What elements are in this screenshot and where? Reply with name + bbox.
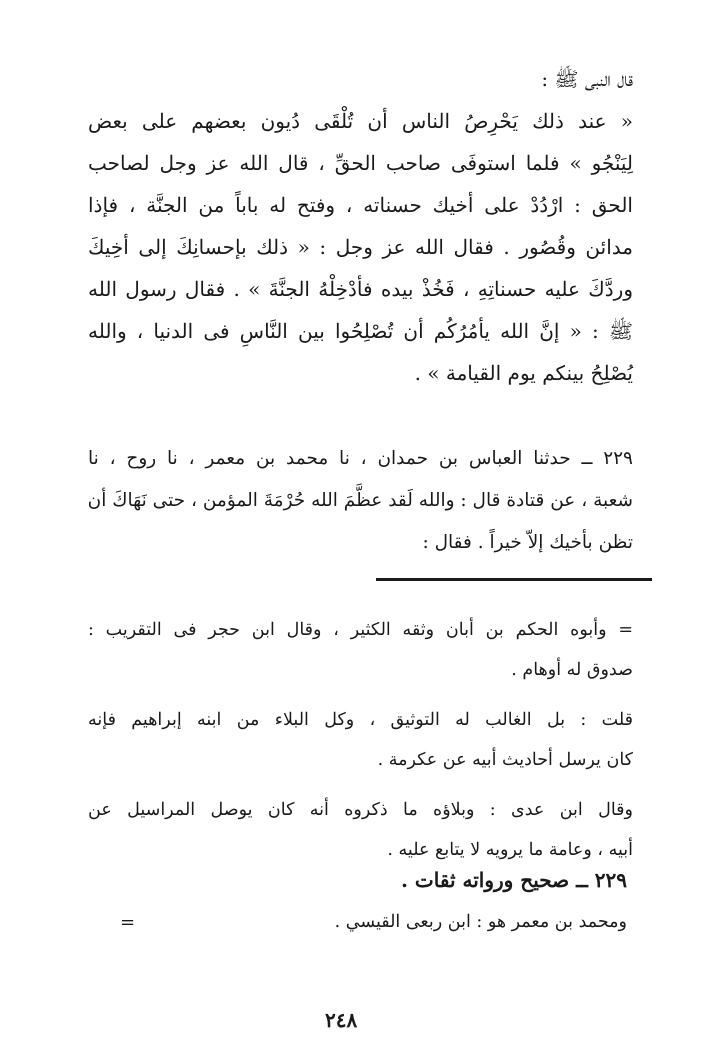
continuation-mark: =	[120, 912, 136, 933]
main-text-line: يُصْلِحُ بينكم يوم القيامة » .	[414, 361, 633, 385]
footnotes-block	[88, 610, 633, 880]
main-text-line: وردَّكَ عليه حسناتِهِ ، فَخُذْ بيده فأدْخِلْهُ الجنَّةَ » . فقال رسول الله	[88, 277, 633, 301]
narration-block	[88, 438, 633, 564]
footnote-line: كان يرسل أحاديث أبيه عن عكرمة .	[377, 750, 633, 770]
main-text-line: ﷺ : « إنَّ الله يأمُرُكُم أن تُصْلِحُوا بين النَّاسِ فى الدنيا ، والله	[88, 319, 633, 343]
footnote-paragraph	[88, 610, 633, 690]
footnote-line: قلت : بل الغالب له التوثيق ، وكل البلاء من ابنه إبراهيم فإنه	[88, 710, 633, 730]
footnote-line: = وأبوه الحكم بن أبان وثقه الكثير ، وقال ابن حجر فى التقريب :	[88, 620, 633, 640]
main-text-line: مدائن وقُصُور . فقال الله عز وجل : « ذلك بإحسانِكَ إلى أخِيكَ	[88, 235, 633, 259]
footnote-line: صدوق له أوهام .	[511, 660, 633, 680]
page-number: ٢٤٨	[325, 1008, 358, 1032]
footnote-paragraph	[88, 790, 633, 870]
footnote-line: وقال ابن عدى : وبلاؤه ما ذكروه أنه كان يوصل المراسيل عن	[88, 800, 633, 820]
main-text-block	[88, 58, 633, 394]
footnote-line: أبيه ، وعامة ما يرويه لا يتابع عليه .	[387, 840, 633, 860]
narration-line: ٢٢٩ ــ حدثنا العباس بن حمدان ، نا محمد بن معمر ، نا روح ، نا	[88, 448, 633, 469]
hadith-grading-heading: ٢٢٩ ــ صحيح ورواته ثقات .	[401, 868, 627, 892]
main-text-line: الحق : ارْدُدْ على أخيك حسناته ، وفتح له باباً من الجنَّة ، فإذا	[88, 193, 633, 217]
narration-line: تظن بأخيك إلاّ خيراً . فقال :	[422, 532, 633, 553]
narration-line: شعبة ، عن قتادة قال : والله لَقد عظَّمَ الله حُرْمَةَ المؤمن ، حتى نَهَاكَ أن	[87, 490, 633, 511]
main-text-line: لِيَنْجُو » فلما استوفَى صاحب الحقِّ ، قال الله عز وجل لصاحب	[88, 151, 633, 175]
footnote-paragraph	[88, 700, 633, 780]
main-text-line: « عند ذلك يَحْرِصُ الناس أن تُلْقَى دُيون بعضهم على بعض	[88, 109, 633, 133]
footnote-separator	[376, 578, 652, 581]
closing-note: ومحمد بن معمر هو : ابن ربعى القيسي .	[334, 912, 627, 932]
main-text-line: قال النبى ﷺ :	[541, 67, 633, 91]
